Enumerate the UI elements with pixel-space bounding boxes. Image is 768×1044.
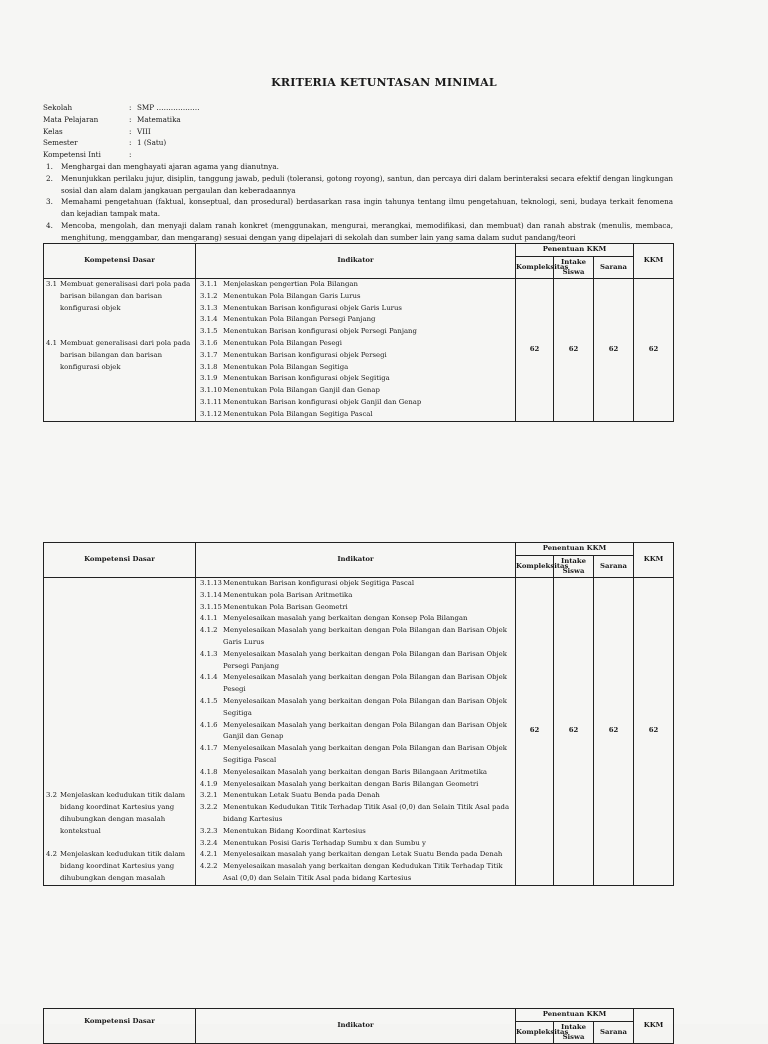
indikator-item [196,802,515,826]
kkm-table-1 [43,243,674,422]
header-kd: Kompetensi Dasar [44,543,196,578]
ki-item [43,161,673,173]
header-kkm: KKM [634,244,674,279]
info-value: Matematika [137,114,181,124]
indikator-item [196,849,515,861]
indikator-number: 4.1.4 [200,673,218,682]
indikator-number: 4.2.1 [200,850,218,859]
ki-number: 1. [46,162,53,171]
header-sarana: Sarana [594,257,634,279]
indikator-text: Menentukan Barisan konfigurasi objek Ganjil dan Genap [223,397,422,406]
indikator-text: Menentukan Barisan konfigurasi objek Persegi Panjang [223,327,417,336]
indikator-number: 4.1.3 [200,649,218,658]
indikator-number: 3.1.1 [200,280,218,288]
kd-number: 4.2 [46,850,57,859]
indikator-item [196,291,515,303]
ki-number: 3. [46,197,53,207]
header-intake: Intake Siswa [554,556,594,578]
ki-text: Menunjukkan perilaku jujur, disiplin, tanggung jawab, peduli (toleransi, gotong royong), santun, dan percaya diri dalam berinteraksi secara efektif dengan lingkungan sosial dan alam dalam jangkauan pergaulan dan keberadaannya [61,173,673,195]
kd-number: 4.1 [46,338,57,347]
ki-text: Menghargai dan menghayati ajaran agama yang dianutnya. [61,162,279,171]
header-sarana: Sarana [594,556,634,578]
indikator-number: 3.2.1 [200,791,218,800]
info-value: SMP ……………… [137,103,200,112]
kd-spacer [46,314,193,338]
indikator-item [196,720,515,744]
ki-text: Memahami pengetahuan (faktual, konseptual, dan prosedural) berdasarkan rasa ingin tahunya tentang ilmu pengetahuan, teknologi, seni, budaya terkait fenomena dan kejadian tampak mata. [61,197,673,219]
kd-cell [44,279,196,422]
indikator-item [196,373,515,385]
indikator-text: Menentukan Barisan konfigurasi objek Garis Lurus [223,303,402,312]
indikator-number: 3.1.5 [200,327,218,336]
indikator-item [196,625,515,649]
ki-item [43,196,673,220]
kd-item [46,279,193,314]
indikator-text: Menentukan Pola Bilangan Segitiga Pascal [223,409,373,418]
info-label: Semester [43,138,78,148]
info-label: Kelas [43,126,63,136]
header-indikator: Indikator [196,1009,516,1044]
indikator-item [196,649,515,673]
kd-text: Membuat generalisasi dari pola pada barisan bilangan dan barisan konfigurasi objek [60,338,191,371]
info-separator: : [129,126,132,136]
header-kompleksitas: Kompleksitas [516,1022,554,1044]
indikator-text: Menentukan pola Barisan Aritmetika [223,590,353,599]
header-penentuan: Penentuan KKM [516,543,634,556]
kd-text: Menjelaskan kedudukan titik dalam bidang koordinat Kartesius yang dihubungkan dengan masalah kontekstual [60,791,186,835]
kd-spacer [46,578,193,790]
kd-item [46,790,193,837]
info-row [43,126,200,138]
kd-spacer [46,838,193,850]
indikator-item [196,397,515,409]
header-kkm: KKM [634,1009,674,1044]
indikator-item [196,385,515,397]
indikator-item [196,303,515,315]
value-kkm: 62 [634,578,674,886]
indikator-item [196,838,515,850]
indikator-text: Menentukan Pola Bilangan Ganjil dan Genap [223,386,380,395]
info-separator: : [129,103,132,112]
indikator-number: 3.1.11 [200,397,222,406]
indikator-item [196,767,515,779]
kd-text: Membuat generalisasi dari pola pada barisan bilangan dan barisan konfigurasi objek [60,280,191,312]
indikator-cell [196,578,516,886]
indikator-text: Menentukan Barisan konfigurasi objek Segitiga Pascal [223,579,415,587]
indikator-item [196,590,515,602]
indikator-text: Menyelesaikan Masalah yang berkaitan dengan Pola Bilangan dan Barisan Objek Persegi Panjang [223,649,507,670]
indikator-text: Menentukan Kedudukan Titik Terhadap Titik Asal (0,0) dan Selain Titik Asal pada bidang Kartesius [223,803,510,823]
indikator-number: 3.1.4 [200,315,218,324]
info-label: Sekolah [43,103,73,112]
indikator-item [196,602,515,614]
value-kkm: 62 [634,279,674,422]
indikator-text: Menentukan Barisan konfigurasi objek Segitiga [223,374,390,383]
indikator-text: Menentukan Letak Suatu Benda pada Denah [223,791,380,800]
indikator-text: Menentukan Pola Bilangan Pesegi [223,338,343,347]
indikator-text: Menyelesaikan Masalah yang berkaitan dengan Pola Bilangan dan Barisan Objek Garis Lurus [223,626,507,646]
indikator-number: 4.2.2 [200,862,218,871]
ki-number: 4. [46,220,53,230]
value-intake: 62 [554,279,594,422]
value-kompleksitas: 62 [516,578,554,886]
indikator-text: Menentukan Pola Bilangan Persegi Panjang [223,315,376,324]
indikator-item [196,672,515,696]
indikator-number: 3.1.10 [200,386,222,395]
indikator-item [196,613,515,625]
indikator-item [196,578,515,590]
info-separator: : [129,114,132,124]
indikator-text: Menyelesaikan masalah yang berkaitan dengan Kedudukan Titik Terhadap Titik Asal (0,0) dan Selain Titik Asal pada bidang Kartesius [223,862,503,882]
indikator-text: Menyelesaikan masalah yang berkaitan dengan Konsep Pola Bilangan [223,614,468,623]
value-sarana: 62 [594,578,634,886]
kd-item [46,849,193,884]
value-intake: 62 [554,578,594,886]
indikator-item [196,696,515,720]
indikator-item [196,790,515,802]
indikator-number: 3.1.9 [200,374,218,383]
indikator-number: 3.1.14 [200,590,222,599]
indikator-text: Menyelesaikan Masalah yang berkaitan dengan Baris Bilangaan Aritmetika [223,767,488,776]
value-kompleksitas: 62 [516,279,554,422]
info-value: VIII [137,126,151,136]
indikator-item [196,314,515,326]
info-row [43,149,200,161]
indikator-number: 4.1.2 [200,626,218,635]
indikator-cell [196,279,516,422]
indikator-number: 3.1.3 [200,303,218,312]
kd-cell [44,578,196,886]
indikator-number: 4.1.6 [200,720,218,729]
indikator-text: Menentukan Pola Bilangan Garis Lurus [223,291,361,300]
header-kompleksitas: Kompleksitas [516,257,554,279]
indikator-item [196,861,515,885]
header-indikator: Indikator [196,244,516,279]
indikator-text: Menyelesaikan Masalah yang berkaitan dengan Pola Bilangan dan Barisan Objek Segitiga [223,696,507,717]
page-title: KRITERIA KETUNTASAN MINIMAL [271,76,497,89]
indikator-text: Menentukan Pola Barisan Geometri [223,602,348,611]
kkm-table-3-partial [0,1008,768,1041]
kd-number: 3.1 [46,280,57,288]
header-intake: Intake Siswa [554,257,594,279]
indikator-number: 3.1.6 [200,338,218,347]
indikator-number: 3.1.2 [200,291,218,300]
indikator-number: 4.1.8 [200,767,218,776]
info-label: Kompetensi Inti [43,150,101,160]
indikator-number: 3.2.2 [200,803,218,812]
indikator-text: Menentukan Barisan konfigurasi objek Persegi [223,350,387,359]
indikator-text: Menyelesaikan Masalah yang berkaitan dengan Baris Bilangan Geometri [223,779,479,788]
indikator-item [196,338,515,350]
indikator-text: Menjelaskan pengertian Pola Bilangan [223,280,358,288]
ki-number: 2. [46,173,53,183]
indikator-number: 4.1.9 [200,779,218,788]
header-penentuan: Penentuan KKM [516,1009,634,1022]
indikator-item [196,826,515,838]
indikator-text: Menentukan Bidang Koordinat Kartesius [223,826,366,835]
header-indikator: Indikator [196,543,516,578]
indikator-item [196,409,515,421]
header-kd: Kompetensi Dasar [44,1009,196,1044]
indikator-text: Menyelesaikan Masalah yang berkaitan dengan Pola Bilangan dan Barisan Objek Ganjil dan Genap [223,720,507,741]
ki-item [43,173,673,197]
header-penentuan: Penentuan KKM [516,244,634,257]
info-label: Mata Pelajaran [43,114,99,124]
indikator-number: 3.1.8 [200,362,218,371]
header-kd: Kompetensi Dasar [44,244,196,279]
indikator-text: Menentukan Pola Bilangan Segitiga [223,362,349,371]
indikator-number: 4.1.1 [200,614,218,623]
indikator-item [196,779,515,791]
info-row [43,114,200,126]
header-intake: Intake Siswa [554,1022,594,1044]
indikator-text: Menyelesaikan masalah yang berkaitan dengan Letak Suatu Benda pada Denah [223,850,503,859]
kkm-table-2 [43,542,674,886]
indikator-number: 3.1.7 [200,350,218,359]
indikator-text: Menentukan Posisi Garis Terhadap Sumbu x dan Sumbu y [223,838,426,847]
info-row [43,102,200,114]
identity-block [43,102,200,161]
ki-text: Mencoba, mengolah, dan menyaji dalam ranah konkret (menggunakan, mengurai, merangkai, memodifikasi, dan membuat) dan ranah abstrak (menulis, membaca, menghitung, menggambar, dan mengarang) sesuai dengan yang dipelajari di sekolah dan sumber lain yang sama dalam sudut pandang/teori [61,220,673,242]
kd-item [46,338,193,373]
indikator-number: 3.1.13 [200,579,222,587]
info-separator: : [129,138,132,148]
indikator-text: Menyelesaikan Masalah yang berkaitan dengan Pola Bilangan dan Barisan Objek Pesegi [223,673,507,694]
indikator-item [196,743,515,767]
kkm-table-3 [43,1008,674,1044]
kd-number: 3.2 [46,791,57,800]
indikator-number: 3.2.4 [200,838,218,847]
indikator-item [196,350,515,362]
indikator-number: 3.1.15 [200,602,222,611]
ki-item [43,220,673,244]
indikator-number: 3.2.3 [200,826,218,835]
value-sarana: 62 [594,279,634,422]
indikator-number: 4.1.5 [200,696,218,705]
kompetensi-inti-list [43,161,673,244]
info-value: 1 (Satu) [137,138,167,148]
info-row [43,137,200,149]
indikator-text: Menyelesaikan Masalah yang berkaitan dengan Pola Bilangan dan Barisan Objek Segitiga Pascal [223,744,507,764]
kd-text: Menjelaskan kedudukan titik dalam bidang koordinat Kartesius yang dihubungkan dengan masalah [60,850,186,882]
indikator-number: 3.1.12 [200,409,222,418]
indikator-item [196,279,515,291]
header-kompleksitas: Kompleksitas [516,556,554,578]
header-kkm: KKM [634,543,674,578]
header-sarana: Sarana [594,1022,634,1044]
indikator-number: 4.1.7 [200,744,218,753]
indikator-item [196,326,515,338]
info-separator: : [129,150,132,160]
indikator-item [196,362,515,374]
